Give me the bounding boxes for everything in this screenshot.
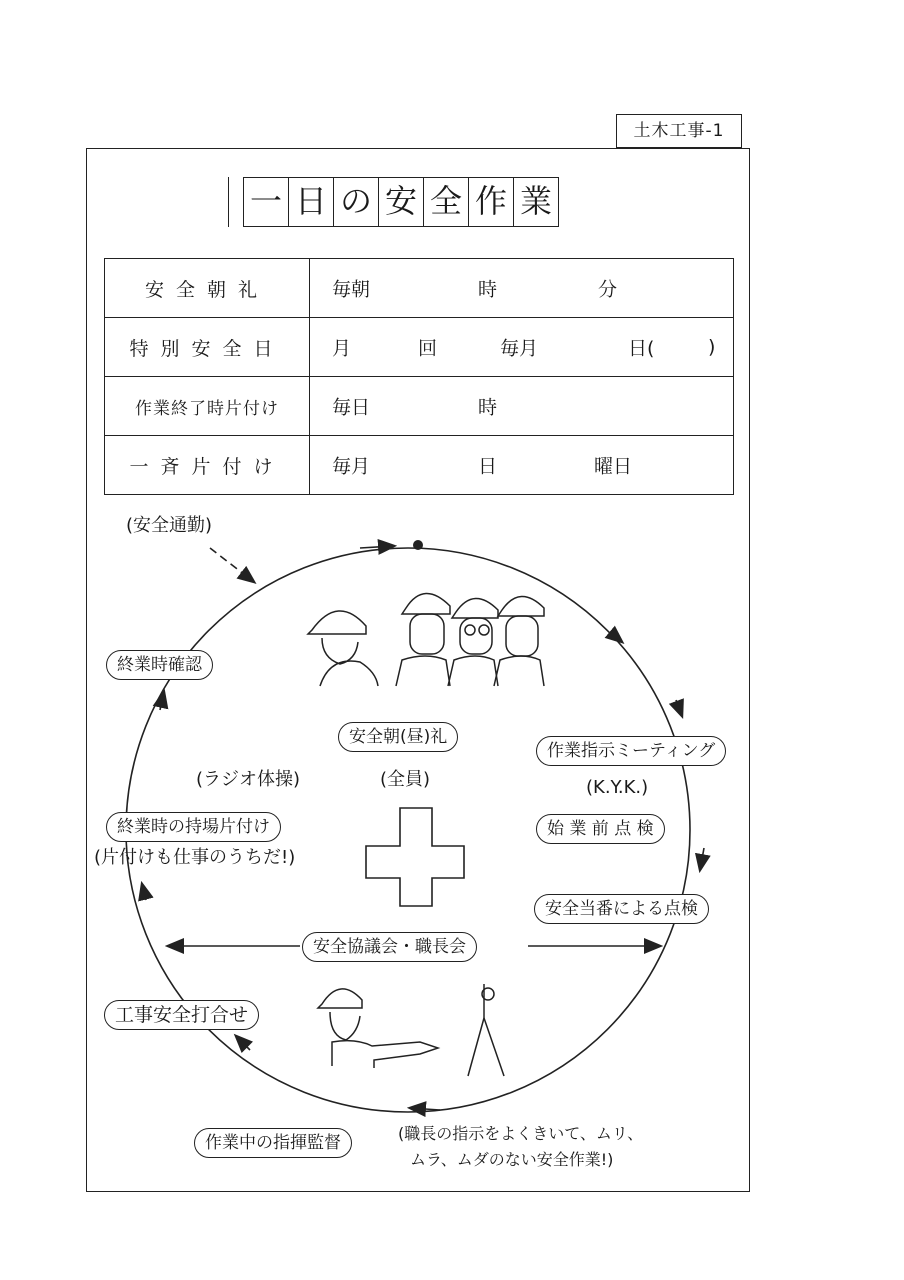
title-char: 全 [424, 177, 469, 227]
value-text: ) [708, 336, 716, 358]
value-text: 日 [478, 455, 498, 478]
value-text: 時 [478, 396, 498, 419]
arrow-icon [142, 884, 146, 900]
row-label: 安全朝礼 [105, 259, 310, 318]
title-char: 日 [289, 177, 334, 227]
arrow-icon [676, 700, 682, 716]
pre-work-check-step: 始 業 前 点 検 [536, 814, 665, 844]
work-instruction-step: 作業指示ミーティング [536, 736, 726, 766]
kyk-label: (K.Y.K.) [586, 777, 649, 798]
arrow-icon [410, 1108, 440, 1110]
value-text: 回 [418, 337, 438, 360]
duty-check-step: 安全当番による点検 [534, 894, 709, 924]
arrow-icon [700, 848, 704, 870]
value-text: 曜日 [594, 455, 633, 478]
top-marker-icon [413, 540, 423, 550]
value-text: 毎日 [332, 396, 371, 419]
row-label: 特別安全日 [105, 318, 310, 377]
value-text: 時 [478, 278, 498, 301]
council-step: 安全協議会・職長会 [302, 932, 477, 962]
value-text: 月 [332, 337, 352, 360]
title-char: 一 [243, 177, 289, 227]
end-check-step: 終業時確認 [106, 650, 213, 680]
commute-arrow-icon [210, 548, 254, 582]
supervision-note-line2: ムラ、ムダのない安全作業!) [410, 1150, 614, 1169]
title-char: 業 [514, 177, 559, 227]
morning-meeting-step: 安全朝(昼)礼 [338, 722, 458, 752]
title-char: 作 [469, 177, 514, 227]
radio-exercise-label: (ラジオ体操) [196, 769, 301, 790]
value-text: 毎月 [500, 337, 539, 360]
coordination-step: 工事安全打合せ [104, 1000, 259, 1030]
commute-label: (安全通勤) [126, 515, 213, 536]
foreman-illustration-icon [318, 984, 504, 1076]
supervision-step: 作業中の指揮監督 [194, 1128, 352, 1158]
document-tag: 土木工事-1 [616, 114, 742, 148]
value-text: 毎朝 [332, 278, 371, 301]
safety-cross-icon [366, 808, 464, 906]
workers-illustration-icon [308, 593, 544, 686]
cleanup-step: 終業時の持場片付け [106, 812, 281, 842]
row-label: 一斉片付け [105, 436, 310, 495]
value-text: 日( [628, 337, 655, 360]
arrow-icon [360, 546, 394, 548]
row-label: 作業終了時片付け [105, 377, 310, 436]
value-text: 毎月 [332, 455, 371, 478]
cleanup-note: (片付けも仕事のうちだ!) [94, 847, 296, 868]
supervision-note-line1: (職長の指示をよくきいて、ムリ、 [398, 1124, 644, 1143]
all-members-label: (全員) [380, 769, 431, 790]
title-char: の [334, 177, 379, 227]
value-text: 分 [598, 278, 618, 301]
title-char: 安 [379, 177, 424, 227]
arrow-icon [236, 1036, 250, 1050]
